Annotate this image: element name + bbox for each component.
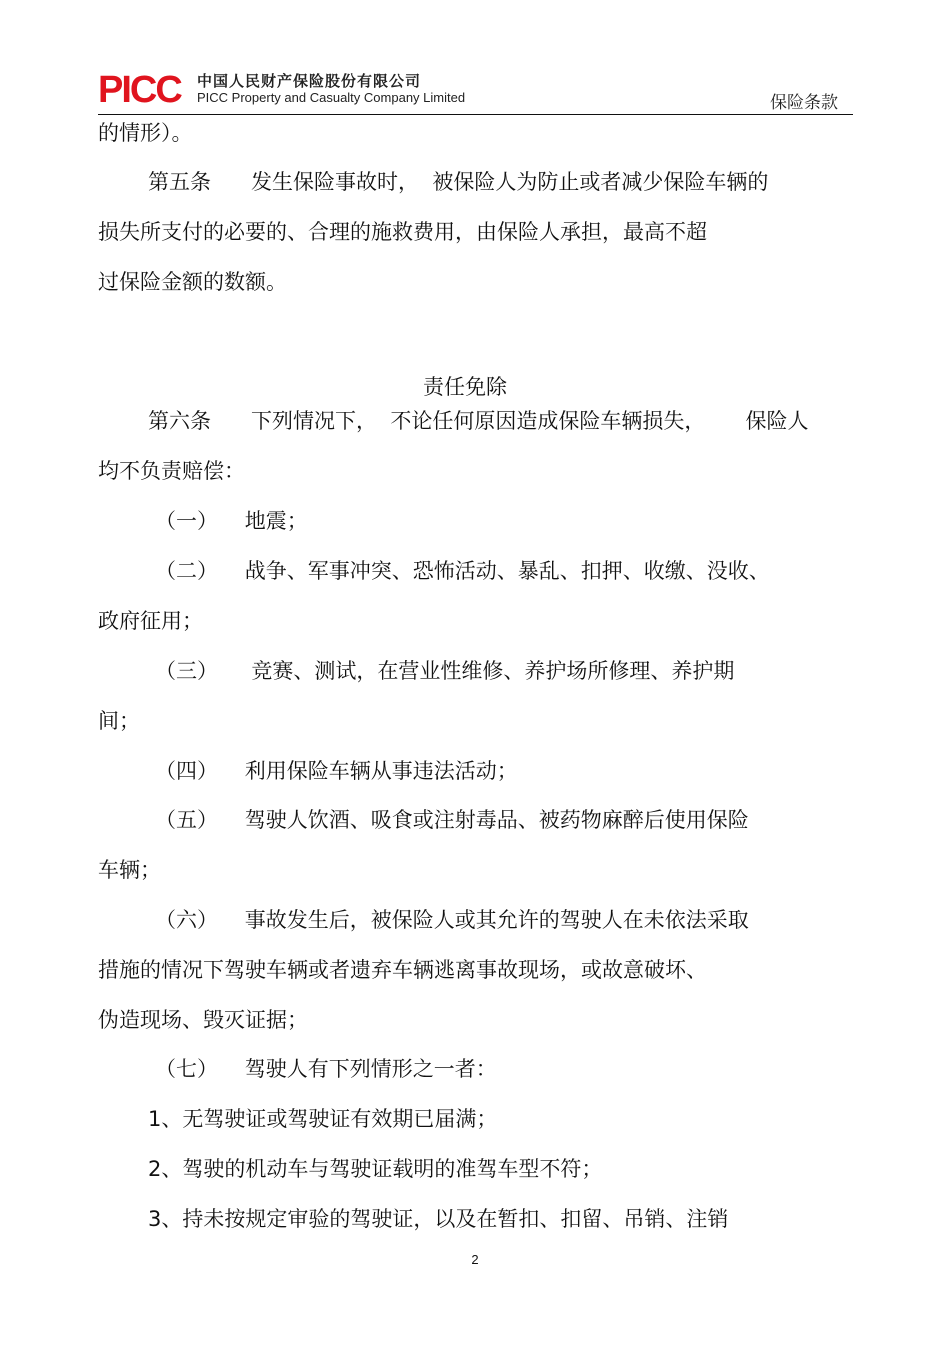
page-header [98, 66, 853, 116]
list-item: （六） 事故发生后，被保险人或其允许的驾驶人在未依法采取 [155, 908, 749, 932]
company-name-cn: 中国人民财产保险股份有限公司 [197, 72, 422, 90]
text-line: 措施的情况下驾驶车辆或者遗弃车辆逃离事故现场，或故意破坏、 [98, 958, 707, 982]
sub-list-item: 2、驾驶的机动车与驾驶证载明的准驾车型不符； [148, 1157, 603, 1181]
text-line: 伪造现场、毁灭证据； [98, 1008, 308, 1032]
header-divider [98, 114, 853, 115]
text-line: 政府征用； [98, 609, 203, 633]
list-item: （四） 利用保险车辆从事违法活动； [155, 759, 518, 783]
page-number: 2 [471, 1252, 479, 1267]
company-name-en: PICC Property and Casualty Company Limited [197, 90, 466, 105]
text-line: 过保险金额的数额。 [98, 270, 287, 294]
text-line: 损失所支付的必要的、合理的施救费用，由保险人承担，最高不超 [98, 220, 707, 244]
text-line: 间； [98, 709, 140, 733]
list-item: （一） 地震； [155, 509, 308, 533]
picc-logo: PICC [98, 69, 181, 111]
sub-list-item: 1、无驾驶证或驾驶证有效期已届满； [148, 1107, 498, 1131]
article-6-heading-line: 第六条 下列情况下， 不论任何原因造成保险车辆损失， 保险人 [148, 409, 809, 433]
section-title: 责任免除 [423, 375, 507, 399]
list-item: （七） 驾驶人有下列情形之一者： [155, 1057, 497, 1081]
list-item: （五） 驾驶人饮酒、吸食或注射毒品、被药物麻醉后使用保险 [155, 808, 749, 832]
list-item: （二） 战争、军事冲突、恐怖活动、暴乱、扣押、收缴、没收、 [155, 559, 770, 583]
list-item: （三） 竞赛、测试，在营业性维修、养护场所修理、养护期 [155, 659, 735, 683]
text-line: 的情形）。 [98, 121, 193, 145]
article-5-heading-line: 第五条 发生保险事故时， 被保险人为防止或者减少保险车辆的 [148, 170, 769, 194]
text-line: 均不负责赔偿： [98, 459, 245, 483]
text-line: 车辆； [98, 858, 161, 882]
document-type-label: 保险条款 [770, 93, 838, 113]
sub-list-item: 3、持未按规定审验的驾驶证，以及在暂扣、扣留、吊销、注销 [148, 1207, 729, 1231]
